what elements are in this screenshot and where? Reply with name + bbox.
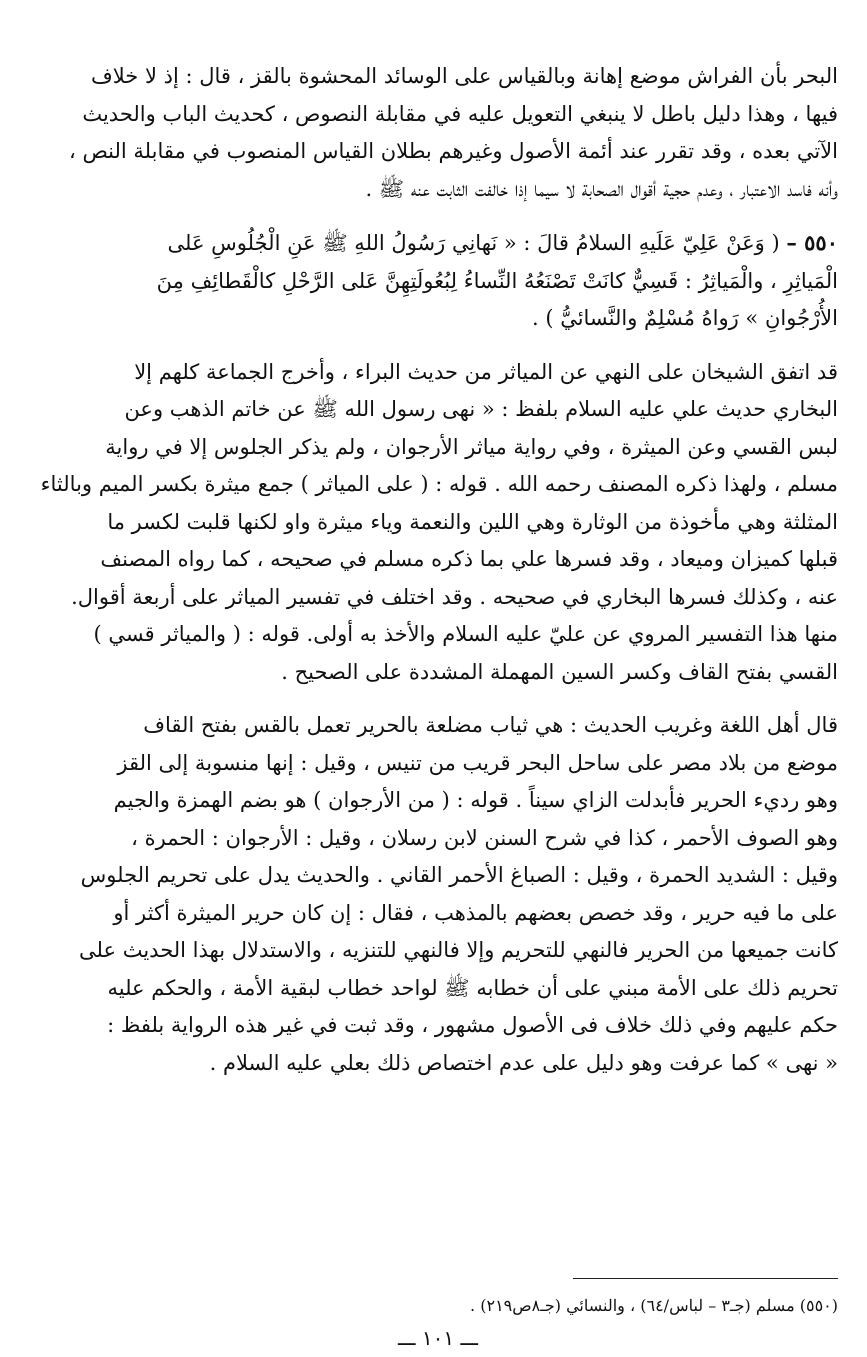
text-line: وقيل : الشديد الحمرة ، وقيل : الصباغ الأحمر القاني . والحديث يدل على تحريم الجلوس xyxy=(80,863,838,887)
paragraph-commentary-3 xyxy=(38,707,838,1082)
text-line: الأُرْجُوانِ » رَواهُ مُسْلِمٌ والنَّسائيُّ ) . xyxy=(531,306,838,330)
text-line: وهو رديء الحرير فأبدلت الزاي سيناً . قوله : ( من الأرجوان ) هو بضم الهمزة والجيم xyxy=(113,788,838,812)
page-number: ـــ ١٠١ ـــ xyxy=(397,1326,479,1350)
text-line: وأنه فاسد الاعتبار ، وعدم حجية أقوال الصحابة لا سيما إذا خالفت الثابت عنه ﷺ . xyxy=(365,176,838,201)
page-body xyxy=(38,58,838,1350)
text-line: « نهى » كما عرفت وهو دليل على عدم اختصاص ذلك بعلي عليه السلام . xyxy=(209,1050,838,1075)
text-line: كانت جميعها من الحرير فالنهي للتحريم وإلا فالنهي للتنزيه ، والاستدلال بهذا الحديث على xyxy=(79,938,838,962)
text-line: قال أهل اللغة وغريب الحديث : هي ثياب مضلعة بالحرير تعمل بالقس بفتح القاف xyxy=(143,713,838,737)
text-line: المثلثة وهي مأخوذة من الوثارة وهي اللين والنعمة وياء ميثرة واو لكنها قلبت لكسر ما xyxy=(107,509,838,534)
text-line: الآتي بعده ، وقد تقرر عند أئمة الأصول وغيرهم بطلان القياس المنصوب في مقابلة النص ، xyxy=(68,139,838,163)
text-line: عنه ، وكذلك فسرها البخاري في صحيحه . وقد اختلف في تفسير المياثر على أربعة أقوال. xyxy=(71,584,838,609)
paragraph-commentary-2 xyxy=(38,354,838,692)
text-line: فيها ، وهذا دليل باطل لا ينبغي التعويل عليه في مقابلة النصوص ، كحديث الباب والحديث xyxy=(82,101,838,126)
text-line: موضع من بلاد مصر على ساحل البحر قريب من تنيس ، وقيل : إنها منسوبة إلى القز xyxy=(117,750,838,775)
paragraph-commentary-1 xyxy=(38,58,838,208)
text-line: لبس القسي وعن الميثرة ، وفي رواية مياثر الأرجوان ، ولم يذكر الجلوس إلا في رواية xyxy=(105,434,838,459)
footnote: (٥٥٠) مسلم (جـ٣ – لباس/٦٤) ، والنسائي (جـ٨ص٢١٩) . xyxy=(470,1296,838,1315)
text-line: وهو الصوف الأحمر ، كذا في شرح السنن لابن رسلان ، وقيل : الأرجوان : الحمرة ، xyxy=(131,825,838,850)
text-line: ( وَعَنْ عَلِيّ عَلَيهِ السلامُ قالَ : « نَهانِي رَسُولُ اللهِ ﷺ عَنِ الْجُلُوسِ عَلى xyxy=(167,231,780,255)
text-line: الْمَياثِرِ ، والْمَياثِرُ : قَسِيٌّ كانَتْ تَصْنَعُهُ النِّساءُ لِبُعُولَتِهِنَّ عَلى الرَّحْلِ كالْقَطائِفِ مِنَ xyxy=(156,268,838,293)
footnote-divider xyxy=(573,1278,838,1279)
hadith-number: ٥٥٠ – xyxy=(786,230,838,255)
text-line: مسلم ، ولهذا ذكره المصنف رحمه الله . قوله : ( على المياثر ) جمع ميثرة بكسر الميم وبالثاء xyxy=(40,472,838,496)
text-line: حكم عليهم وفي ذلك خلاف فى الأصول مشهور ، وقد ثبت في غير هذه الرواية بلفظ : xyxy=(107,1013,838,1037)
text-line: قبلها كميزان وميعاد ، وقد فسرها علي بما ذكره مسلم في صحيحه ، كما رواه المصنف xyxy=(100,547,838,571)
text-line: منها هذا التفسير المروي عن عليّ عليه السلام والأخذ به أولى. قوله : ( والمياثر قسي ) xyxy=(93,622,838,646)
text-line: تحريم ذلك على الأمة مبني على أن خطابه ﷺ لواحد خطاب لبقية الأمة ، والحكم عليه xyxy=(107,975,838,1000)
text-line: على ما فيه حرير ، وقد خصص بعضهم بالمذهب ، فقال : إن كان حرير الميثرة أكثر أو xyxy=(113,900,838,925)
text-line: القسي بفتح القاف وكسر السين المهملة المشددة على الصحيح . xyxy=(281,659,838,684)
text-line: قد اتفق الشيخان على النهي عن المياثر من حديث البراء ، وأخرج الجماعة كلهم إلا xyxy=(134,359,838,384)
paragraph-hadith-550 xyxy=(38,224,838,338)
text-line: البحر بأن الفراش موضع إهانة وبالقياس على الوسائد المحشوة بالقز ، قال : إذ لا خلاف xyxy=(91,64,838,88)
text-line: البخاري حديث علي عليه السلام بلفظ : « نهى رسول الله ﷺ عن خاتم الذهب وعن xyxy=(124,397,838,421)
